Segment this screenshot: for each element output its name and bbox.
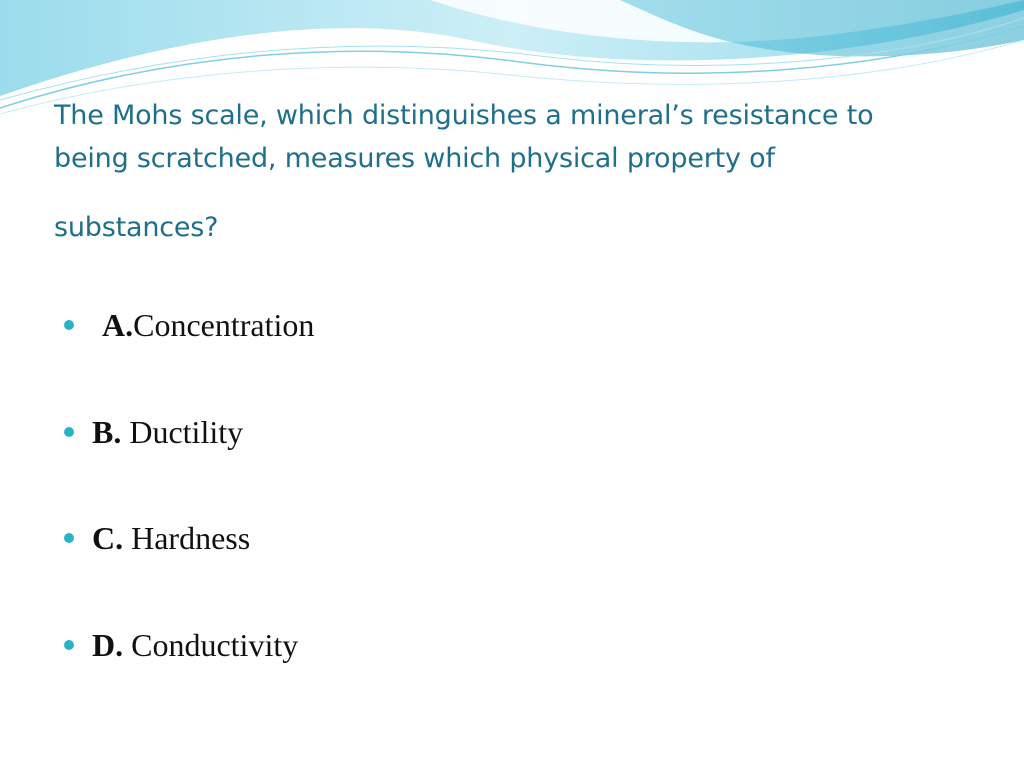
option-letter: D. [92, 626, 124, 663]
answer-option-b [64, 409, 314, 516]
option-letter: A. [102, 307, 134, 343]
answer-option-text [92, 622, 298, 668]
option-label: Conductivity [123, 626, 299, 663]
option-label: Concentration [133, 307, 315, 343]
answer-option-text [102, 302, 314, 348]
option-letter: C. [92, 520, 124, 556]
option-label: Ductility [121, 413, 244, 450]
answer-option-d [64, 622, 314, 729]
title-line: being scratched, measures which physical property of [54, 143, 775, 174]
bullet-dot-icon [64, 640, 74, 650]
title-line: substances? [54, 212, 219, 243]
slide-title [54, 94, 974, 249]
bullet-dot-icon [64, 427, 74, 437]
title-line: The Mohs scale, which distinguishes a mineral’s resistance to [54, 100, 874, 131]
answer-option-text [92, 409, 243, 455]
bullet-dot-icon [64, 533, 74, 543]
option-letter: B. [92, 413, 122, 450]
answer-option-a [64, 302, 314, 409]
answer-option-text [92, 515, 250, 561]
answer-options-list [64, 302, 314, 728]
bullet-dot-icon [64, 320, 74, 330]
answer-option-c [64, 515, 314, 622]
option-label: Hardness [123, 520, 251, 556]
